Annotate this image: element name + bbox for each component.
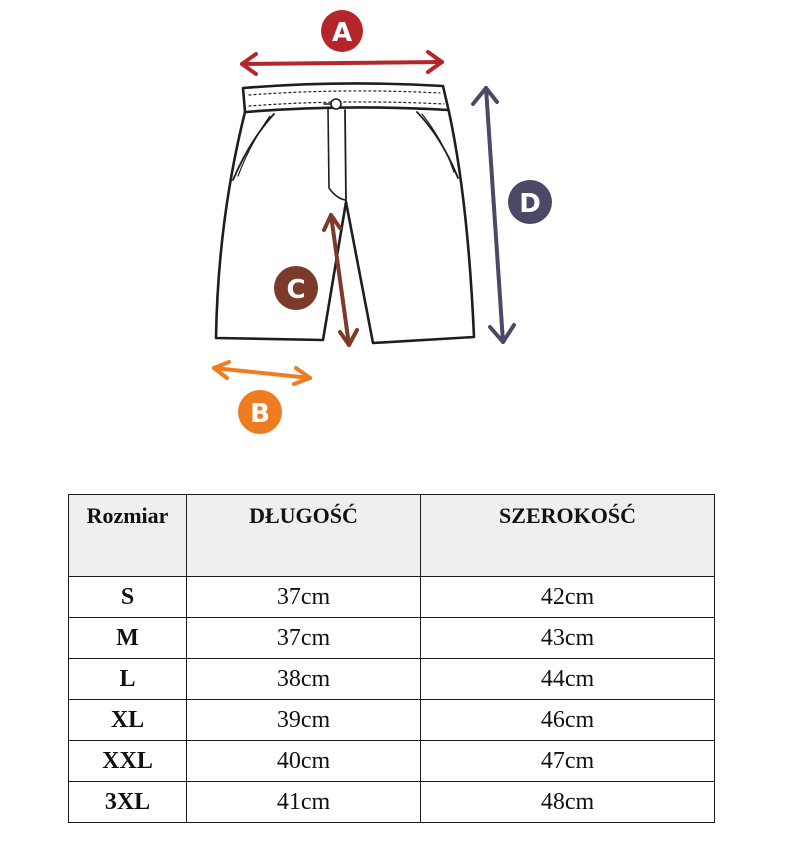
length-cell: 37cm [187,618,421,659]
width-cell: 44cm [421,659,715,700]
length-cell: 40cm [187,741,421,782]
arrow-b [214,362,310,384]
arrow-a-shaft [242,62,442,64]
size-cell: 3XL [69,782,187,823]
width-cell: 43cm [421,618,715,659]
badge-d [508,180,552,224]
badge-a-letter: A [331,18,353,48]
size-cell: XL [69,700,187,741]
table-row [69,741,715,782]
header-length: DŁUGOŚĆ [187,495,421,577]
header-size: Rozmiar [69,495,187,577]
size-cell: M [69,618,187,659]
badge-a [321,10,363,52]
arrow-d [473,88,514,342]
fly-line [345,110,346,202]
size-table [68,494,715,823]
length-cell: 38cm [187,659,421,700]
width-cell: 46cm [421,700,715,741]
width-cell: 47cm [421,741,715,782]
width-cell: 42cm [421,577,715,618]
size-cell: L [69,659,187,700]
table-row [69,659,715,700]
badge-b-letter: B [250,399,270,429]
length-cell: 39cm [187,700,421,741]
badge-c [274,266,318,310]
badge-c-letter: C [286,275,306,305]
table-row [69,782,715,823]
table-row [69,700,715,741]
table-header-row [69,495,715,577]
length-cell: 41cm [187,782,421,823]
badge-d-letter: D [519,189,541,219]
badge-b [238,390,282,434]
header-width: SZEROKOŚĆ [421,495,715,577]
table-row [69,618,715,659]
size-cell: XXL [69,741,187,782]
arrow-d-shaft [486,88,503,342]
width-cell: 48cm [421,782,715,823]
waist-button [331,99,341,109]
length-cell: 37cm [187,577,421,618]
size-cell: S [69,577,187,618]
arrow-a [242,52,442,74]
table-row [69,577,715,618]
